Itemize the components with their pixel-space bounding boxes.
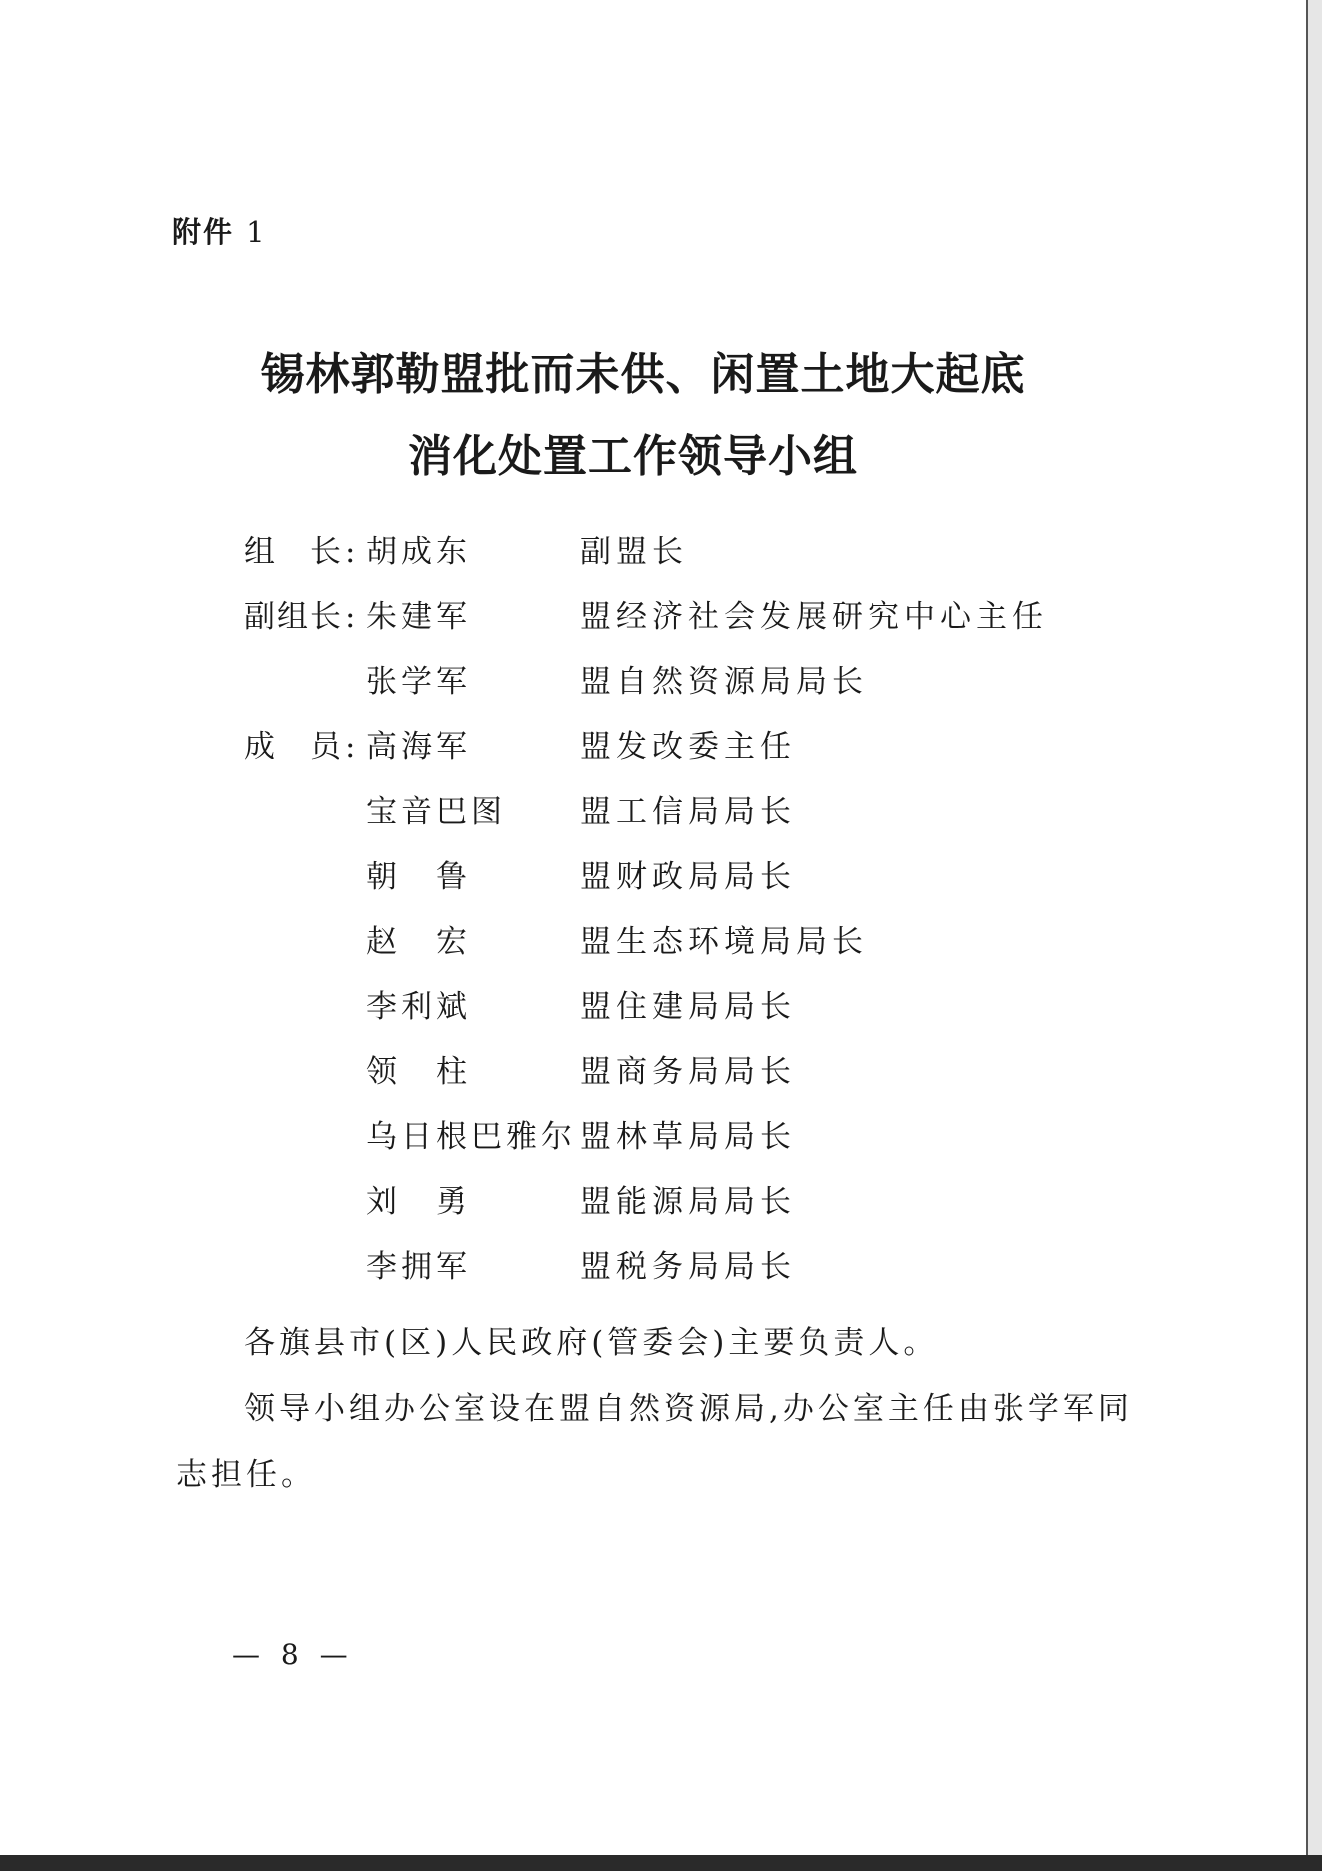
roster-post: 盟林草局局长	[580, 1119, 796, 1155]
document-title-line-2: 消化处置工作领导小组	[408, 431, 858, 482]
roster-colon: :	[345, 534, 356, 570]
roster-role: 组 长	[244, 534, 343, 570]
roster-name: 朱建军	[366, 599, 471, 635]
roster-row	[0, 532, 1322, 597]
roster-colon: :	[345, 729, 356, 765]
paragraph-county-leaders: 各旗县市(区)人民政府(管委会)主要负责人。	[244, 1325, 939, 1361]
roster-name: 赵 宏	[366, 924, 471, 960]
roster-post: 盟经济社会发展研究中心主任	[580, 599, 1048, 635]
roster-post: 盟生态环境局局长	[580, 924, 868, 960]
roster-row	[0, 792, 1322, 857]
roster-name: 刘 勇	[366, 1184, 471, 1220]
roster-name: 李拥军	[366, 1249, 471, 1285]
roster-row	[0, 727, 1322, 792]
roster-row	[0, 857, 1322, 922]
roster-post: 盟自然资源局局长	[580, 664, 868, 700]
roster-name: 宝音巴图	[366, 794, 506, 830]
roster-row	[0, 597, 1322, 662]
roster-post: 盟税务局局长	[580, 1249, 796, 1285]
roster-row	[0, 1117, 1322, 1182]
roster-row	[0, 662, 1322, 727]
roster-role: 成 员	[244, 729, 343, 765]
roster-post: 盟财政局局长	[580, 859, 796, 895]
roster-post: 盟商务局局长	[580, 1054, 796, 1090]
roster-name: 高海军	[366, 729, 471, 765]
roster-row	[0, 987, 1322, 1052]
roster-role: 副组长	[244, 599, 343, 635]
roster-post: 副盟长	[580, 534, 688, 570]
attachment-number: 1	[246, 215, 267, 249]
roster-row	[0, 1052, 1322, 1117]
roster-post: 盟能源局局长	[580, 1184, 796, 1220]
attachment-label	[172, 210, 267, 251]
attachment-prefix: 附件	[172, 215, 235, 249]
roster-post: 盟住建局局长	[580, 989, 796, 1025]
roster-row	[0, 1182, 1322, 1247]
roster-row	[0, 1247, 1322, 1312]
roster-row	[0, 922, 1322, 987]
roster-post: 盟工信局局长	[580, 794, 796, 830]
roster-name: 乌日根巴雅尔	[366, 1119, 576, 1155]
scan-edge-bottom	[0, 1855, 1322, 1871]
roster-name: 胡成东	[366, 534, 471, 570]
roster-name: 领 柱	[366, 1054, 471, 1090]
member-roster	[0, 532, 1322, 1312]
document-title-line-1: 锡林郭勒盟批而未供、闲置土地大起底	[260, 349, 1026, 400]
roster-name: 张学军	[366, 664, 471, 700]
roster-name: 朝 鲁	[366, 859, 471, 895]
roster-colon: :	[345, 599, 356, 635]
paragraph-office-note: 领导小组办公室设在盟自然资源局,办公室主任由张学军同志担任。	[176, 1391, 1133, 1493]
roster-name: 李利斌	[366, 989, 471, 1025]
roster-post: 盟发改委主任	[580, 729, 796, 765]
page-number: — 8 —	[232, 1638, 354, 1671]
